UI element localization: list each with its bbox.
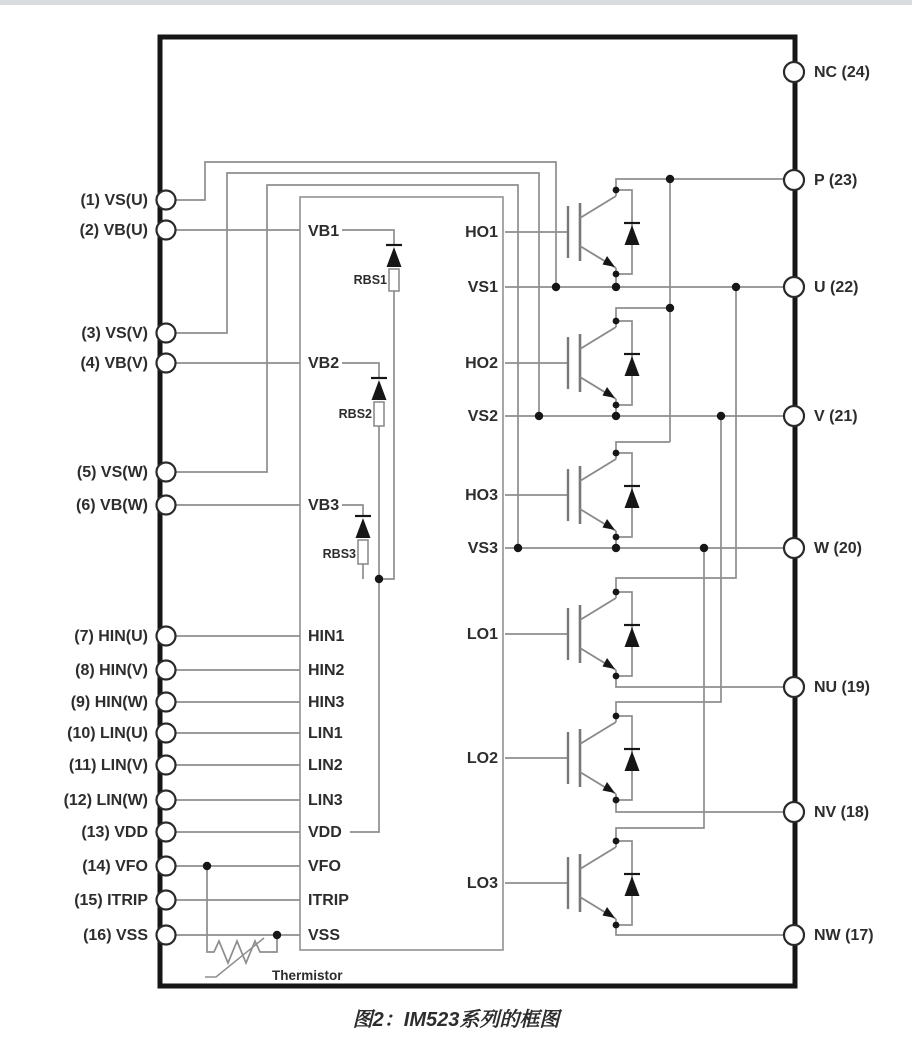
igbt-lo1 (505, 589, 640, 680)
pin-label-w: W (20) (814, 540, 862, 557)
pin-15-itrip (157, 891, 176, 910)
driver-label-lo2: LO2 (466, 750, 498, 767)
pin-10-lin-u (157, 724, 176, 743)
bootstrap-2-wire (342, 363, 379, 832)
pin-21-v (784, 406, 804, 426)
thermistor-label: Thermistor (272, 968, 343, 983)
driver-label-vss: VSS (308, 927, 341, 944)
pin-9-hin-w (157, 693, 176, 712)
driver-label-lo3: LO3 (466, 875, 498, 892)
pin-16-vss (157, 926, 176, 945)
pin-14-vfo (157, 857, 176, 876)
igbt-ho3 (505, 450, 640, 541)
driver-label-ho2: HO2 (465, 355, 498, 372)
right-pin-labels (814, 64, 874, 944)
pin-label-nu: NU (19) (814, 679, 871, 696)
pin-label-vs-u: (1) VS(U) (80, 192, 148, 209)
pin-label-nw: NW (17) (814, 927, 874, 944)
driver-label-ho1: HO1 (465, 224, 498, 241)
pin-19-nu (784, 677, 804, 697)
driver-label-vb2: VB2 (308, 355, 340, 372)
pin-label-vdd: (13) VDD (81, 824, 148, 841)
pin-label-itrip: (15) ITRIP (74, 892, 148, 909)
igbt-lo3 (505, 838, 640, 929)
pin-11-lin-v (157, 756, 176, 775)
pin-5-vs-w (157, 463, 176, 482)
driver-label-vdd: VDD (308, 824, 342, 841)
driver-label-lo1: LO1 (466, 626, 498, 643)
driver-label-vb1: VB1 (308, 223, 340, 240)
pin-12-lin-w (157, 791, 176, 810)
pin-label-vb-u: (2) VB(U) (79, 222, 148, 239)
vs1-line (505, 274, 793, 287)
p-bus (616, 179, 793, 453)
driver-left-labels (308, 223, 349, 944)
igbt-array (505, 187, 640, 929)
driver-label-vs2: VS2 (467, 408, 498, 425)
pin-18-nv (784, 802, 804, 822)
pin-7-hin-u (157, 627, 176, 646)
pin-label-vs-v: (3) VS(V) (81, 325, 148, 342)
pin-24-nc (784, 62, 804, 82)
vs3-line (505, 537, 793, 548)
pin-1-vs-u (157, 191, 176, 210)
driver-label-vs1: VS1 (467, 279, 498, 296)
thermistor-wire (207, 866, 277, 963)
bootstrap-resistor-2 (374, 402, 384, 426)
pin-23-p (784, 170, 804, 190)
figure-caption: 图2：IM523系列的框图 (352, 1009, 560, 1031)
pin-label-lin-w: (12) LIN(W) (63, 792, 148, 809)
driver-right-labels (465, 224, 498, 892)
pin-label-hin-w: (9) HIN(W) (70, 694, 148, 711)
label-rbs2: RBS2 (338, 407, 372, 421)
pin-17-nw (784, 925, 804, 945)
label-rbs1: RBS1 (353, 273, 387, 287)
pin-label-nc: NC (24) (814, 64, 871, 81)
bootstrap-diode-1 (386, 245, 402, 267)
igbt-lo2 (505, 713, 640, 804)
driver-label-itrip: ITRIP (308, 892, 349, 909)
pin-label-vb-v: (4) VB(V) (80, 355, 148, 372)
bootstrap-resistor-1 (389, 269, 399, 291)
pin-label-vfo: (14) VFO (82, 858, 148, 875)
pin-label-vs-w: (5) VS(W) (76, 464, 148, 481)
pin-label-vss: (16) VSS (83, 927, 148, 944)
pin-20-w (784, 538, 804, 558)
pin-label-lin-v: (11) LIN(V) (68, 757, 148, 774)
lo1-collector-rail (616, 287, 736, 592)
driver-label-ho3: HO3 (465, 487, 498, 504)
pin-label-vb-w: (6) VB(W) (76, 497, 148, 514)
page-top-edge (0, 0, 912, 5)
driver-label-hin1: HIN1 (308, 628, 345, 645)
driver-label-hin2: HIN2 (308, 662, 345, 679)
pin-13-vdd (157, 823, 176, 842)
label-rbs3: RBS3 (322, 547, 356, 561)
driver-label-lin3: LIN3 (308, 792, 343, 809)
igbt-ho2 (505, 318, 640, 409)
thermistor-strike (205, 938, 264, 977)
driver-label-vs3: VS3 (467, 540, 498, 557)
pin-label-p: P (23) (814, 172, 858, 189)
driver-label-vfo: VFO (308, 858, 341, 875)
pin-label-v: V (21) (814, 408, 858, 425)
nw-line (616, 925, 793, 935)
pin-6-vb-w (157, 496, 176, 515)
pin-label-lin-u: (10) LIN(U) (67, 725, 148, 742)
left-pin-stubs (166, 230, 300, 935)
pin-22-u (784, 277, 804, 297)
vs2-line (505, 405, 793, 416)
bootstrap-resistor-3 (358, 540, 368, 564)
pin-label-u: U (22) (814, 279, 859, 296)
pin-label-hin-v: (8) HIN(V) (75, 662, 148, 679)
pin-label-nv: NV (18) (814, 804, 870, 821)
igbt-ho1 (505, 187, 640, 278)
driver-label-vb3: VB3 (308, 497, 340, 514)
driver-label-hin3: HIN3 (308, 694, 345, 711)
pin-label-hin-u: (7) HIN(U) (74, 628, 148, 645)
left-pin-labels (64, 192, 149, 944)
bootstrap-diode-3 (355, 516, 371, 538)
pin-2-vb-u (157, 221, 176, 240)
pin-4-vb-v (157, 354, 176, 373)
driver-label-lin1: LIN1 (308, 725, 343, 742)
driver-label-lin2: LIN2 (308, 757, 343, 774)
pin-3-vs-v (157, 324, 176, 343)
bootstrap-diode-2 (371, 378, 387, 400)
pin-8-hin-v (157, 661, 176, 680)
